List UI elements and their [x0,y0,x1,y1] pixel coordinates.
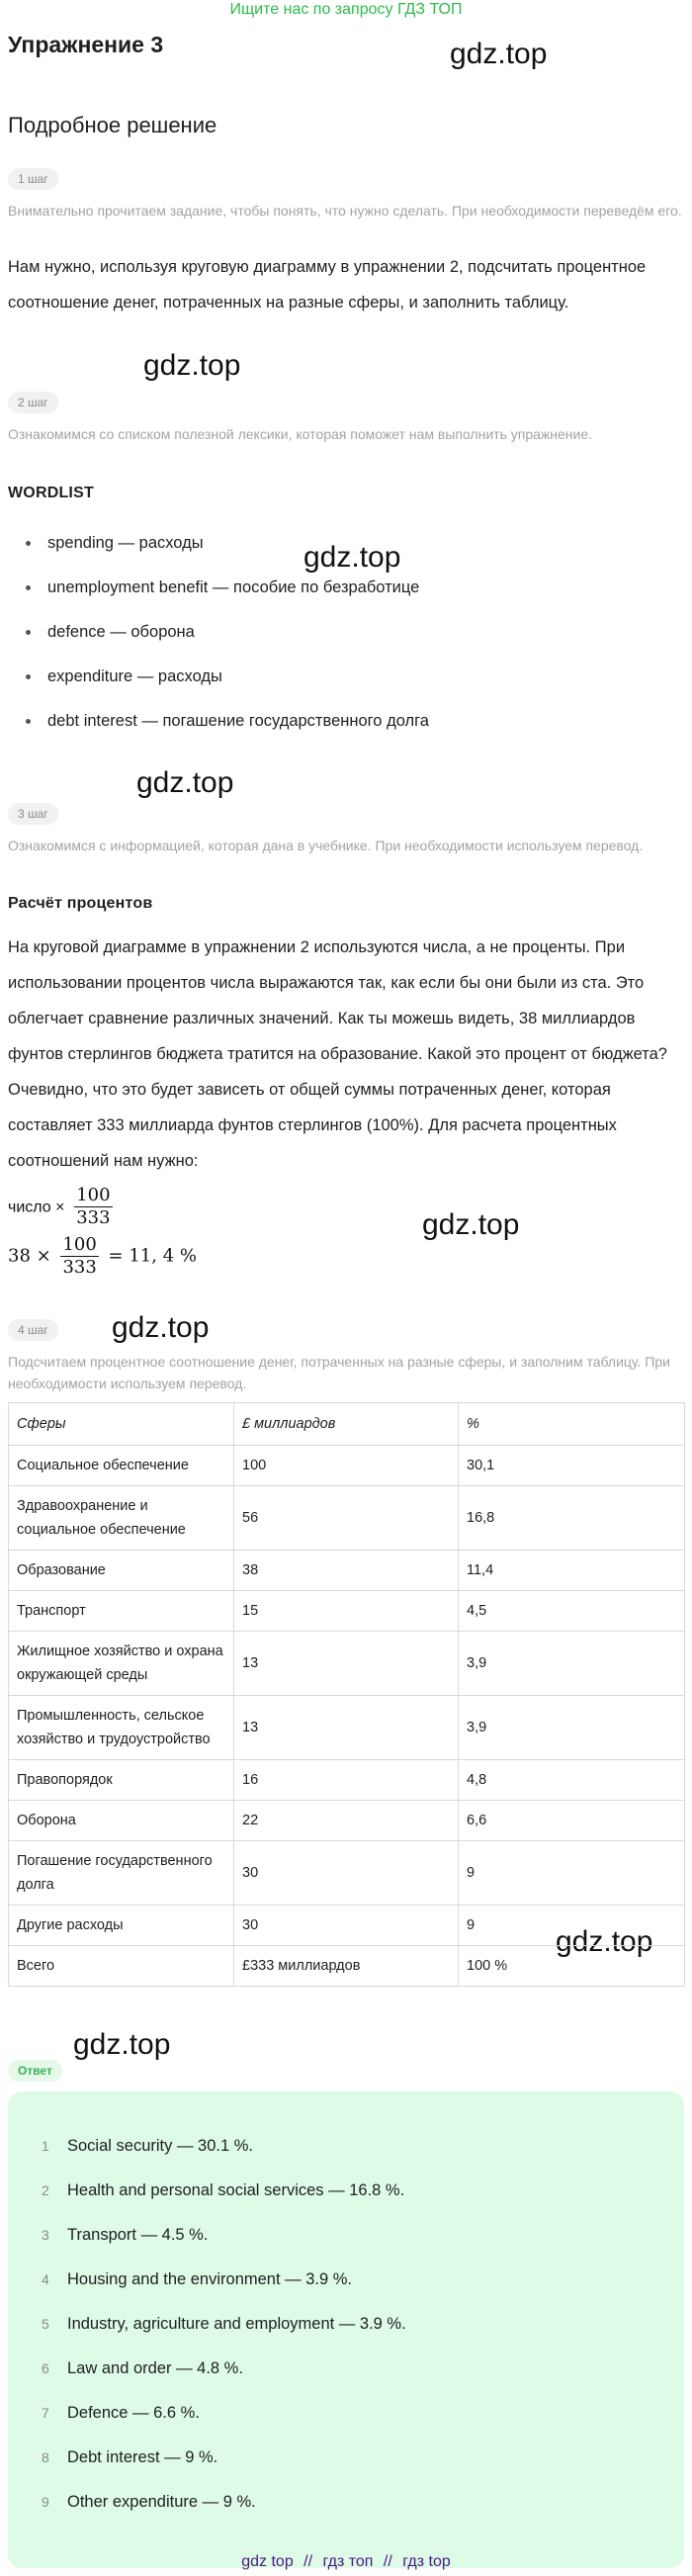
calc-heading: Расчёт процентов [8,895,153,912]
footer-separator: // [303,2553,313,2570]
table-header: % [459,1403,685,1446]
list-item: 7 Defence — 6.6 %. [42,2404,200,2422]
watermark: gdz.top [422,1208,520,1241]
list-item: 5 Industry, agriculture and employment — 3.9 %. [42,2315,406,2333]
section-title: Подробное решение [8,113,217,137]
spending-table [8,1402,685,1987]
step-hint: Ознакомимся с информацией, которая дана в учебнике. При необходимости используем перевод. [8,838,644,853]
table-row: Здравоохранение и социальное обеспечение 56 16,8 [9,1486,685,1551]
step-badge: 2 шаг [8,392,58,413]
top-search-link[interactable]: Ищите нас по запросу ГДЗ ТОП [229,1,463,18]
list-item: 9 Other expenditure — 9 %. [42,2493,256,2511]
step-badge: 4 шаг [8,1319,58,1341]
table-header: £ миллиардов [234,1403,459,1446]
table-row: Другие расходы 30 9 [9,1906,685,1946]
step-hint: Подсчитаем процентное соотношение денег, потраченных на разные сферы, и заполним таблицу. При необходимости используем перевод. [8,1354,670,1391]
list-item: expenditure — расходы [20,663,429,707]
step-text: На круговой диаграмме в упражнении 2 используются числа, а не проценты. При использовании процентов числа выражаются так, как если бы они были из ста. Это облегчает сравнение различных значений. Как ты можешь видеть, 38 миллиардов фунтов стерлингов бюджета тратится на образование. Какой это процент от бюджета? Очевидно, что это будет зависеть от общей суммы потраченных денег, которая составляет 333 миллиарда фунтов стерлингов (100%). Для расчета процентных соотношений нам нужно: [8,938,667,1170]
watermark: gdz.top [556,1925,653,1958]
footer-link[interactable]: гдз top [402,2553,451,2570]
page-title: Упражнение 3 [8,32,164,57]
footer-link[interactable]: gdz top [241,2553,294,2570]
table-row: Правопорядок 16 4,8 [9,1760,685,1801]
list-item: 8 Debt interest — 9 %. [42,2448,218,2466]
answer-list [42,2132,406,2532]
bullet-icon [26,630,31,635]
footer-link[interactable]: гдз топ [322,2553,374,2570]
watermark: gdz.top [136,766,234,799]
table-header: Сферы [9,1403,234,1446]
table-header-row [9,1403,685,1446]
list-item: defence — оборона [20,618,429,663]
watermark: gdz.top [73,2028,171,2061]
step-hint: Внимательно прочитаем задание, чтобы понять, что нужно сделать. При необходимости переведём его. [8,203,682,219]
table-row: Образование 38 11,4 [9,1551,685,1591]
bullet-icon [26,585,31,590]
bullet-icon [26,674,31,679]
list-item: debt interest — погашение государственного долга [20,707,429,752]
formula-general: число × $\frac{100}{333}$ [8,1185,111,1228]
footer-links [0,2553,692,2571]
step-badge: 1 шаг [8,168,58,190]
table-row: Промышленность, сельское хозяйство и трудоустройство 13 3,9 [9,1696,685,1760]
bullet-icon [26,719,31,724]
table-row: Погашение государственного долга 30 9 [9,1841,685,1906]
list-item: spending — расходы [20,529,429,574]
list-item: unemployment benefit — пособие по безработице [20,574,429,618]
footer-separator: // [383,2553,392,2570]
table-row: Социальное обеспечение 100 30,1 [9,1446,685,1486]
answer-badge: Ответ [8,2060,62,2082]
step-hint: Ознакомимся со списком полезной лексики, которая поможет нам выполнить упражнение. [8,426,593,442]
step-text: Нам нужно, используя круговую диаграмму в упражнении 2, подсчитать процентное соотношение денег, потраченных на разные сферы, и заполнить таблицу. [8,258,647,311]
list-item: 6 Law and order — 4.8 %. [42,2359,243,2377]
formula-example: 38 × $\frac{100}{333}$ = 11, 4 % [8,1234,197,1278]
table-row: Всего £333 миллиардов 100 % [9,1946,685,1987]
step-badge: 3 шаг [8,803,58,825]
watermark: gdz.top [143,349,241,382]
list-item: 4 Housing and the environment — 3.9 %. [42,2270,353,2288]
table-row: Оборона 22 6,6 [9,1801,685,1841]
wordlist [20,529,429,752]
list-item: 3 Transport — 4.5 %. [42,2226,209,2244]
wordlist-heading: WORDLIST [8,485,94,501]
table-row: Транспорт 15 4,5 [9,1591,685,1632]
list-item: 2 Health and personal social services — 16.8 %. [42,2181,405,2199]
watermark: gdz.top [112,1311,210,1344]
bullet-icon [26,541,31,546]
watermark: gdz.top [450,38,548,70]
list-item: 1 Social security — 30.1 %. [42,2137,253,2155]
table-row: Жилищное хозяйство и охрана окружающей среды 13 3,9 [9,1632,685,1696]
watermark: gdz.top [303,541,401,574]
